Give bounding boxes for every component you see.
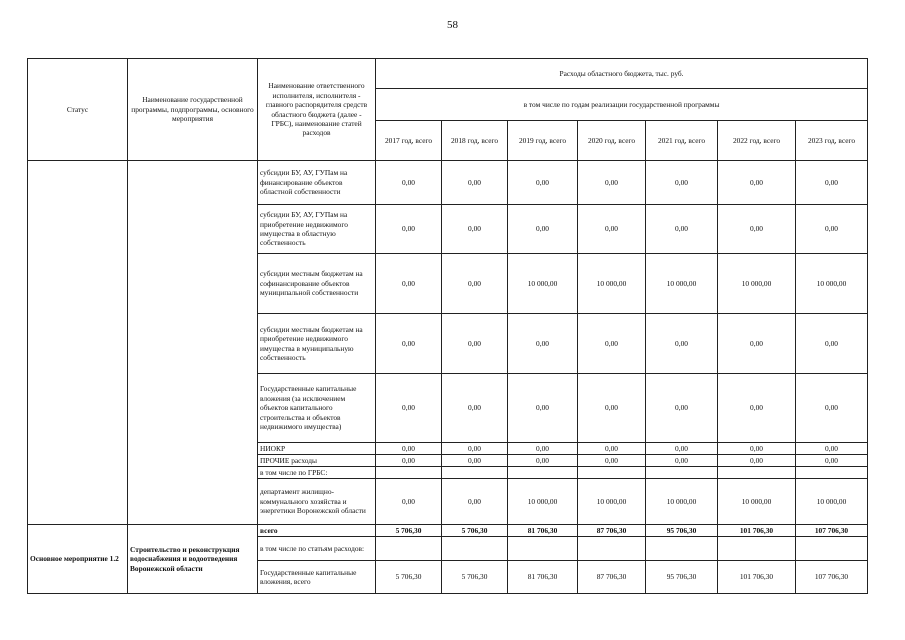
value-cell	[508, 467, 578, 479]
header-year: 2017 год, всего	[376, 121, 442, 161]
value-cell: 10 000,00	[508, 479, 578, 525]
table-row	[28, 161, 868, 205]
budget-table	[27, 58, 868, 594]
value-cell: 0,00	[508, 443, 578, 455]
header-status: Статус	[28, 59, 128, 161]
value-cell: 101 706,30	[718, 561, 796, 594]
value-cell: 0,00	[578, 443, 646, 455]
value-cell: 0,00	[442, 455, 508, 467]
value-cell: 0,00	[718, 455, 796, 467]
header-executor: Наименование ответственного исполнителя, исполнителя - главного распорядителя средств областного бюджета (далее - ГРБС), наименование статей расходов	[258, 59, 376, 161]
value-cell: 0,00	[796, 443, 868, 455]
value-cell: 0,00	[442, 205, 508, 254]
value-cell: 0,00	[508, 314, 578, 374]
value-cell: 0,00	[508, 205, 578, 254]
value-cell: 0,00	[376, 205, 442, 254]
value-cell: 0,00	[718, 443, 796, 455]
program-cell-empty	[128, 161, 258, 525]
expense-item-name: субсидии местным бюджетам на софинансирование объектов муниципальной собственности	[258, 254, 376, 314]
value-cell: 0,00	[646, 455, 718, 467]
value-cell	[578, 537, 646, 561]
value-cell: 0,00	[646, 314, 718, 374]
value-cell: 10 000,00	[646, 479, 718, 525]
value-cell: 0,00	[796, 161, 868, 205]
status-cell-empty	[28, 161, 128, 525]
value-cell: 107 706,30	[796, 525, 868, 537]
value-cell: 0,00	[646, 205, 718, 254]
header-by-years: в том числе по годам реализации государственной программы	[376, 89, 868, 121]
value-cell: 0,00	[718, 314, 796, 374]
expense-item-name: в том числе по статьям расходов:	[258, 537, 376, 561]
expense-item-name: субсидии БУ, АУ, ГУПам на финансирование объектов областной собственности	[258, 161, 376, 205]
value-cell: 10 000,00	[718, 254, 796, 314]
header-expenses: Расходы областного бюджета, тыс. руб.	[376, 59, 868, 89]
value-cell: 0,00	[796, 314, 868, 374]
value-cell: 10 000,00	[578, 254, 646, 314]
value-cell	[796, 537, 868, 561]
value-cell: 0,00	[442, 314, 508, 374]
value-cell: 95 706,30	[646, 525, 718, 537]
value-cell	[646, 537, 718, 561]
value-cell: 81 706,30	[508, 525, 578, 537]
value-cell: 0,00	[442, 479, 508, 525]
value-cell: 87 706,30	[578, 525, 646, 537]
expense-item-name: субсидии БУ, АУ, ГУПам на приобретение недвижимого имущества в областную собственность	[258, 205, 376, 254]
header-year: 2021 год, всего	[646, 121, 718, 161]
value-cell	[376, 537, 442, 561]
value-cell: 0,00	[578, 205, 646, 254]
expense-item-name: субсидии местным бюджетам на приобретение недвижимого имущества в муниципальную собственность	[258, 314, 376, 374]
expense-item-name: ПРОЧИЕ расходы	[258, 455, 376, 467]
value-cell: 0,00	[646, 443, 718, 455]
header-year: 2019 год, всего	[508, 121, 578, 161]
value-cell: 95 706,30	[646, 561, 718, 594]
value-cell	[442, 537, 508, 561]
value-cell: 0,00	[578, 374, 646, 443]
value-cell: 101 706,30	[718, 525, 796, 537]
value-cell: 10 000,00	[646, 254, 718, 314]
value-cell: 5 706,30	[442, 525, 508, 537]
value-cell: 0,00	[442, 254, 508, 314]
value-cell: 0,00	[376, 161, 442, 205]
value-cell: 0,00	[718, 161, 796, 205]
value-cell: 10 000,00	[718, 479, 796, 525]
value-cell: 0,00	[376, 254, 442, 314]
value-cell: 10 000,00	[796, 479, 868, 525]
header-program: Наименование государственной программы, подпрограммы, основного мероприятия	[128, 59, 258, 161]
status-cell: Основное мероприятие 1.2	[28, 525, 128, 594]
value-cell: 0,00	[376, 455, 442, 467]
value-cell: 10 000,00	[796, 254, 868, 314]
value-cell: 0,00	[646, 374, 718, 443]
header-year: 2022 год, всего	[718, 121, 796, 161]
value-cell: 0,00	[508, 374, 578, 443]
value-cell	[442, 467, 508, 479]
value-cell	[718, 467, 796, 479]
value-cell: 5 706,30	[376, 525, 442, 537]
value-cell: 0,00	[796, 374, 868, 443]
value-cell: 0,00	[442, 443, 508, 455]
expense-item-name: Государственные капитальные вложения (за исключением объектов капитального строительства и объектов недвижимого имущества)	[258, 374, 376, 443]
value-cell: 0,00	[442, 161, 508, 205]
value-cell: 0,00	[578, 161, 646, 205]
expense-item-name: НИОКР	[258, 443, 376, 455]
value-cell	[796, 467, 868, 479]
value-cell: 81 706,30	[508, 561, 578, 594]
value-cell	[646, 467, 718, 479]
expense-item-name: в том числе по ГРБС:	[258, 467, 376, 479]
table-row	[28, 525, 868, 537]
program-name-cell: Строительство и реконструкция водоснабжения и водоотведения Воронежской области	[128, 525, 258, 594]
value-cell: 0,00	[376, 443, 442, 455]
value-cell: 0,00	[376, 314, 442, 374]
value-cell: 107 706,30	[796, 561, 868, 594]
value-cell: 0,00	[376, 479, 442, 525]
value-cell	[578, 467, 646, 479]
header-year: 2023 год, всего	[796, 121, 868, 161]
page-number: 58	[447, 19, 458, 31]
expense-item-name: всего	[258, 525, 376, 537]
expense-item-name: Государственные капитальные вложения, всего	[258, 561, 376, 594]
value-cell: 87 706,30	[578, 561, 646, 594]
value-cell: 5 706,30	[376, 561, 442, 594]
value-cell: 10 000,00	[508, 254, 578, 314]
value-cell: 0,00	[718, 205, 796, 254]
value-cell	[376, 467, 442, 479]
value-cell: 0,00	[508, 455, 578, 467]
value-cell: 10 000,00	[578, 479, 646, 525]
header-year: 2018 год, всего	[442, 121, 508, 161]
value-cell: 5 706,30	[442, 561, 508, 594]
value-cell	[718, 537, 796, 561]
value-cell: 0,00	[796, 455, 868, 467]
header-year: 2020 год, всего	[578, 121, 646, 161]
value-cell: 0,00	[578, 455, 646, 467]
value-cell: 0,00	[442, 374, 508, 443]
value-cell: 0,00	[796, 205, 868, 254]
value-cell: 0,00	[718, 374, 796, 443]
value-cell: 0,00	[578, 314, 646, 374]
value-cell: 0,00	[376, 374, 442, 443]
expense-item-name: департамент жилищно-коммунального хозяйства и энергетики Воронежской области	[258, 479, 376, 525]
value-cell: 0,00	[646, 161, 718, 205]
value-cell	[508, 537, 578, 561]
value-cell: 0,00	[508, 161, 578, 205]
